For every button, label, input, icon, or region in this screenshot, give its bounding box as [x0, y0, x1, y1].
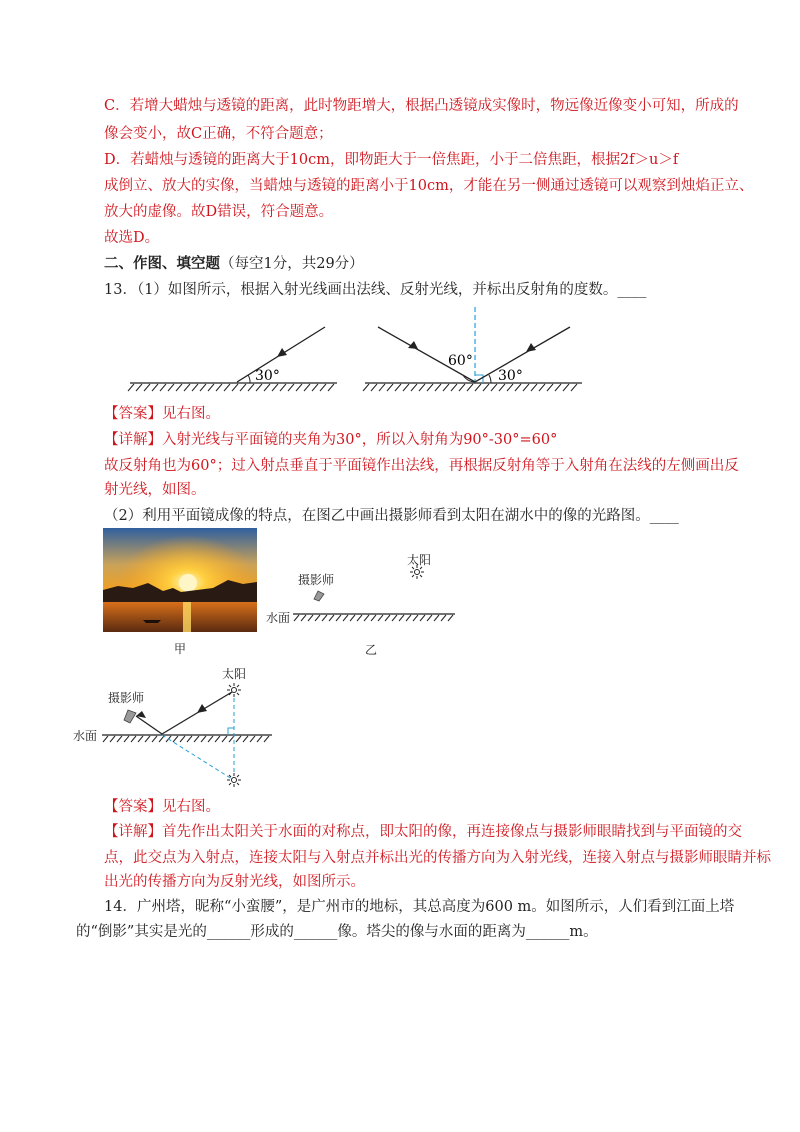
q13-part1: 13．（1）如图所示，根据入射光线画出法线、反射光线，并标出反射角的度数。____ — [104, 282, 647, 298]
q14-line1: 14．广州塔，昵称“小蛮腰”，是广州市的地标，其总高度为600 m。如图所示，人们看到江面上塔 — [104, 899, 735, 915]
conclusion: 故选D。 — [104, 230, 160, 246]
caption-yi: 乙 — [365, 643, 378, 657]
section-title: 二、作图、填空题 — [104, 255, 220, 272]
q13-detail-line2: 故反射角也为60°；过入射点垂直于平面镜作出法线，再根据反射角等于入射角在法线的左侧画出反 — [104, 458, 739, 474]
option-d-line1: D．若蜡烛与透镜的距离大于10cm，即物距大于一倍焦距，小于二倍焦距，根据2f＞u＞f — [104, 152, 679, 168]
caption-jia: 甲 — [174, 642, 187, 656]
answer-fig-sun-label: 太阳 — [222, 667, 247, 681]
section-note: （每空1分，共29分） — [220, 256, 364, 272]
answer-label: 【答案】 — [104, 406, 162, 422]
q13-detail2-line3: 出光的传播方向为反射光线，如图所示。 — [104, 874, 365, 890]
fig-yi-water-label: 水面 — [266, 611, 291, 625]
water-surface-yi — [293, 612, 458, 624]
light-path-answer-figure — [100, 678, 280, 790]
detail2-label: 【详解】 — [104, 824, 162, 840]
sun-icon — [227, 683, 241, 697]
sunset-lake-photo — [103, 528, 257, 632]
fig1-angle-reflect: 60° — [448, 353, 473, 369]
q13-detail-line1 — [104, 430, 557, 450]
detail-label: 【详解】 — [104, 432, 162, 448]
fig-yi-photographer-label: 摄影师 — [298, 573, 335, 587]
detail-text: 入射光线与平面镜的夹角为30°，所以入射角为90°-30°=60° — [162, 432, 558, 448]
option-d-line3: 放大的虚像。故D错误，符合题意。 — [104, 204, 334, 220]
q13-answer2 — [104, 797, 220, 817]
q13-detail2-line2: 点，此交点为入射点，连接太阳与入射点并标出光的传播方向为入射光线，连接入射点与摄影师眼睛并标 — [104, 850, 771, 866]
sun-image-icon — [227, 773, 241, 787]
reflection-figure-answer — [360, 305, 590, 397]
fig-yi-sun-label: 太阳 — [407, 553, 432, 567]
option-c-line2: 像会变小，故C正确，不符合题意； — [104, 126, 333, 142]
q13-detail2-line1 — [104, 822, 742, 842]
q13-detail-line3: 射光线，如图。 — [104, 482, 206, 498]
option-d-line2: 成倒立、放大的实像，当蜡烛与透镜的距离小于10cm，才能在另一侧通过透镜可以观察到烛焰正立、 — [104, 178, 754, 194]
answer2-label: 【答案】 — [104, 799, 162, 815]
q14-line2: 的“倒影”其实是光的______形成的______像。塔尖的像与水面的距离为______m。 — [76, 924, 598, 940]
fig1-angle-left: 30° — [255, 368, 280, 384]
answer-fig-water-label: 水面 — [73, 729, 98, 743]
answer-text: 见右图。 — [162, 406, 220, 422]
detail2-text: 首先作出太阳关于水面的对称点，即太阳的像，再连接像点与摄影师眼睛找到与平面镜的交 — [162, 824, 742, 840]
option-c-line1: C．若增大蜡烛与透镜的距离，此时物距增大，根据凸透镜成实像时，物远像近像变小可知，所成的 — [104, 98, 739, 114]
answer-fig-photographer-label: 摄影师 — [108, 691, 145, 705]
reflection-figure-question — [125, 320, 345, 395]
q13-part2: （2）利用平面镜成像的特点，在图乙中画出摄影师看到太阳在湖水中的像的光路图。____ — [104, 508, 679, 524]
q13-answer — [104, 404, 220, 424]
sun-icon — [410, 565, 424, 579]
section-heading — [104, 254, 364, 274]
fig1-angle-right: 30° — [498, 368, 523, 384]
answer2-text: 见右图。 — [162, 799, 220, 815]
camera-icon — [312, 588, 326, 602]
